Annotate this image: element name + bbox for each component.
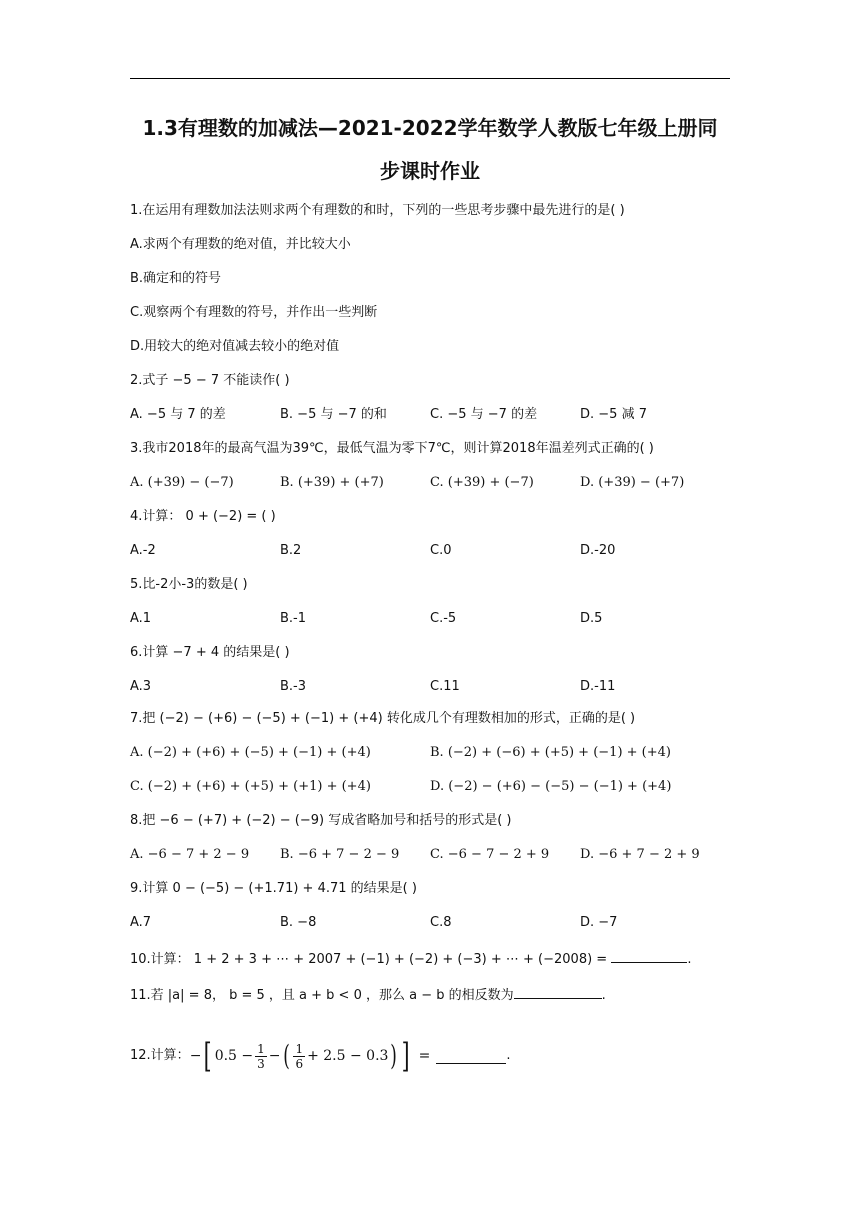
question-5-stem: 5.比-2小-3的数是( ) [130,577,248,592]
page-title-line1: 1.3有理数的加减法—2021-2022学年数学人教版七年级上册同 [142,116,718,140]
fraction-denominator: 6 [295,1056,304,1071]
question-8-option-a[interactable]: A. −6 − 7 + 2 − 9 [130,847,250,862]
expr-left-bracket: [ [204,1036,213,1076]
question-4-option-d[interactable]: D.-20 [580,543,616,558]
expr-right-paren: ) [390,1039,398,1072]
expr-minus: − [189,1048,202,1064]
question-9-option-c[interactable]: C.8 [430,915,452,930]
question-8-option-c[interactable]: C. −6 − 7 − 2 + 9 [430,847,550,862]
question-11-answer-blank[interactable] [514,984,602,999]
question-6-option-a[interactable]: A.3 [130,679,152,694]
question-7-option-d[interactable]: D. (−2) − (+6) − (−5) − (−1) + (+4) [430,779,672,794]
question-12-label: 12.计算： [130,1048,190,1063]
question-1-stem: 1.在运用有理数加法法则求两个有理数的和时，下列的一些思考步骤中最先进行的是( ) [130,203,625,218]
question-10-end: . [687,952,692,967]
question-9-option-b[interactable]: B. −8 [280,915,317,930]
question-10 [130,948,691,969]
question-5-option-d[interactable]: D.5 [580,611,603,626]
question-4-option-a[interactable]: A.-2 [130,543,156,558]
question-11 [130,984,606,1005]
question-8-stem: 8.把 −6 − (+7) + (−2) − (−9) 写成省略加号和括号的形式是( ) [130,813,512,828]
question-6-option-b[interactable]: B.-3 [280,679,307,694]
question-7-option-c[interactable]: C. (−2) + (+6) + (+5) + (+1) + (+4) [130,779,371,794]
question-6-option-c[interactable]: C.11 [430,679,460,694]
question-7-option-b[interactable]: B. (−2) + (−6) + (+5) + (−1) + (+4) [430,745,671,760]
question-9-option-a[interactable]: A.7 [130,915,152,930]
question-3-stem: 3.我市2018年的最高气温为39℃，最低气温为零下7℃，则计算2018年温差列式正确的( ) [130,441,654,456]
question-10-answer-blank[interactable] [611,948,687,963]
question-10-text: 10.计算： 1 + 2 + 3 + ⋯ + 2007 + (−1) + (−2) + (−3) + ⋯ + (−2008) = [130,952,612,967]
question-9-stem: 9.计算 0 − (−5) − (+1.71) + 4.71 的结果是( ) [130,881,417,896]
header-rule [130,78,730,79]
question-2-stem: 2.式子 −5 − 7 不能读作( ) [130,373,290,388]
question-12-end: . [506,1048,511,1063]
question-7-stem: 7.把 (−2) − (+6) − (−5) + (−1) + (+4) 转化成几个有理数相加的形式，正确的是( ) [130,711,636,726]
question-12 [130,1036,511,1076]
question-12-expression [189,1036,437,1076]
expr-equals: = [418,1048,431,1064]
fraction-denominator: 3 [257,1056,265,1071]
question-5-option-a[interactable]: A.1 [130,611,152,626]
question-1-option-a[interactable]: A.求两个有理数的绝对值，并比较大小 [130,237,351,252]
question-2-option-b[interactable]: B. −5 与 −7 的和 [280,407,387,422]
question-4-option-b[interactable]: B.2 [280,543,302,558]
question-4-stem: 4.计算： 0 + (−2) = ( ) [130,509,276,524]
question-6-option-d[interactable]: D.-11 [580,679,616,694]
question-2-option-d[interactable]: D. −5 减 7 [580,407,647,422]
question-11-text: 11.若 |a| = 8， b = 5 ，且 a + b < 0 ，那么 a − b 的相反数为 [130,988,514,1003]
fraction-numerator: 1 [257,1041,265,1056]
expr-fraction-1-3 [255,1042,267,1071]
question-1-option-d[interactable]: D.用较大的绝对值减去较小的绝对值 [130,339,340,354]
expr-right-bracket: ] [402,1036,410,1076]
question-5-option-c[interactable]: C.-5 [430,611,457,626]
question-11-end: . [601,988,606,1003]
fraction-numerator: 1 [295,1041,304,1056]
question-8-option-d[interactable]: D. −6 + 7 − 2 + 9 [580,847,700,862]
expr-left-paren: ( [282,1039,290,1072]
question-12-answer-blank[interactable] [436,1049,506,1064]
question-1-option-c[interactable]: C.观察两个有理数的符号，并作出一些判断 [130,305,378,320]
question-5-option-b[interactable]: B.-1 [280,611,307,626]
question-1-option-b[interactable]: B.确定和的符号 [130,271,222,286]
expr-term-a: 0.5 − [214,1048,254,1064]
question-4-option-c[interactable]: C.0 [430,543,452,558]
expr-dash: − [268,1048,281,1064]
expr-fraction-1-6 [293,1042,305,1071]
question-2-option-a[interactable]: A. −5 与 7 的差 [130,407,226,422]
question-6-stem: 6.计算 −7 + 4 的结果是( ) [130,645,290,660]
page-title-line2: 步课时作业 [380,159,480,183]
question-2-option-c[interactable]: C. −5 与 −7 的差 [430,407,538,422]
question-3-option-d[interactable]: D. (+39) − (+7) [580,475,685,490]
question-3-option-c[interactable]: C. (+39) + (−7) [430,475,534,490]
question-7-option-a[interactable]: A. (−2) + (+6) + (−5) + (−1) + (+4) [130,745,371,760]
question-9-option-d[interactable]: D. −7 [580,915,618,930]
question-3-option-a[interactable]: A. (+39) − (−7) [130,475,234,490]
question-3-option-b[interactable]: B. (+39) + (+7) [280,475,384,490]
question-8-option-b[interactable]: B. −6 + 7 − 2 − 9 [280,847,400,862]
expr-rest: + 2.5 − 0.3 [307,1048,389,1064]
